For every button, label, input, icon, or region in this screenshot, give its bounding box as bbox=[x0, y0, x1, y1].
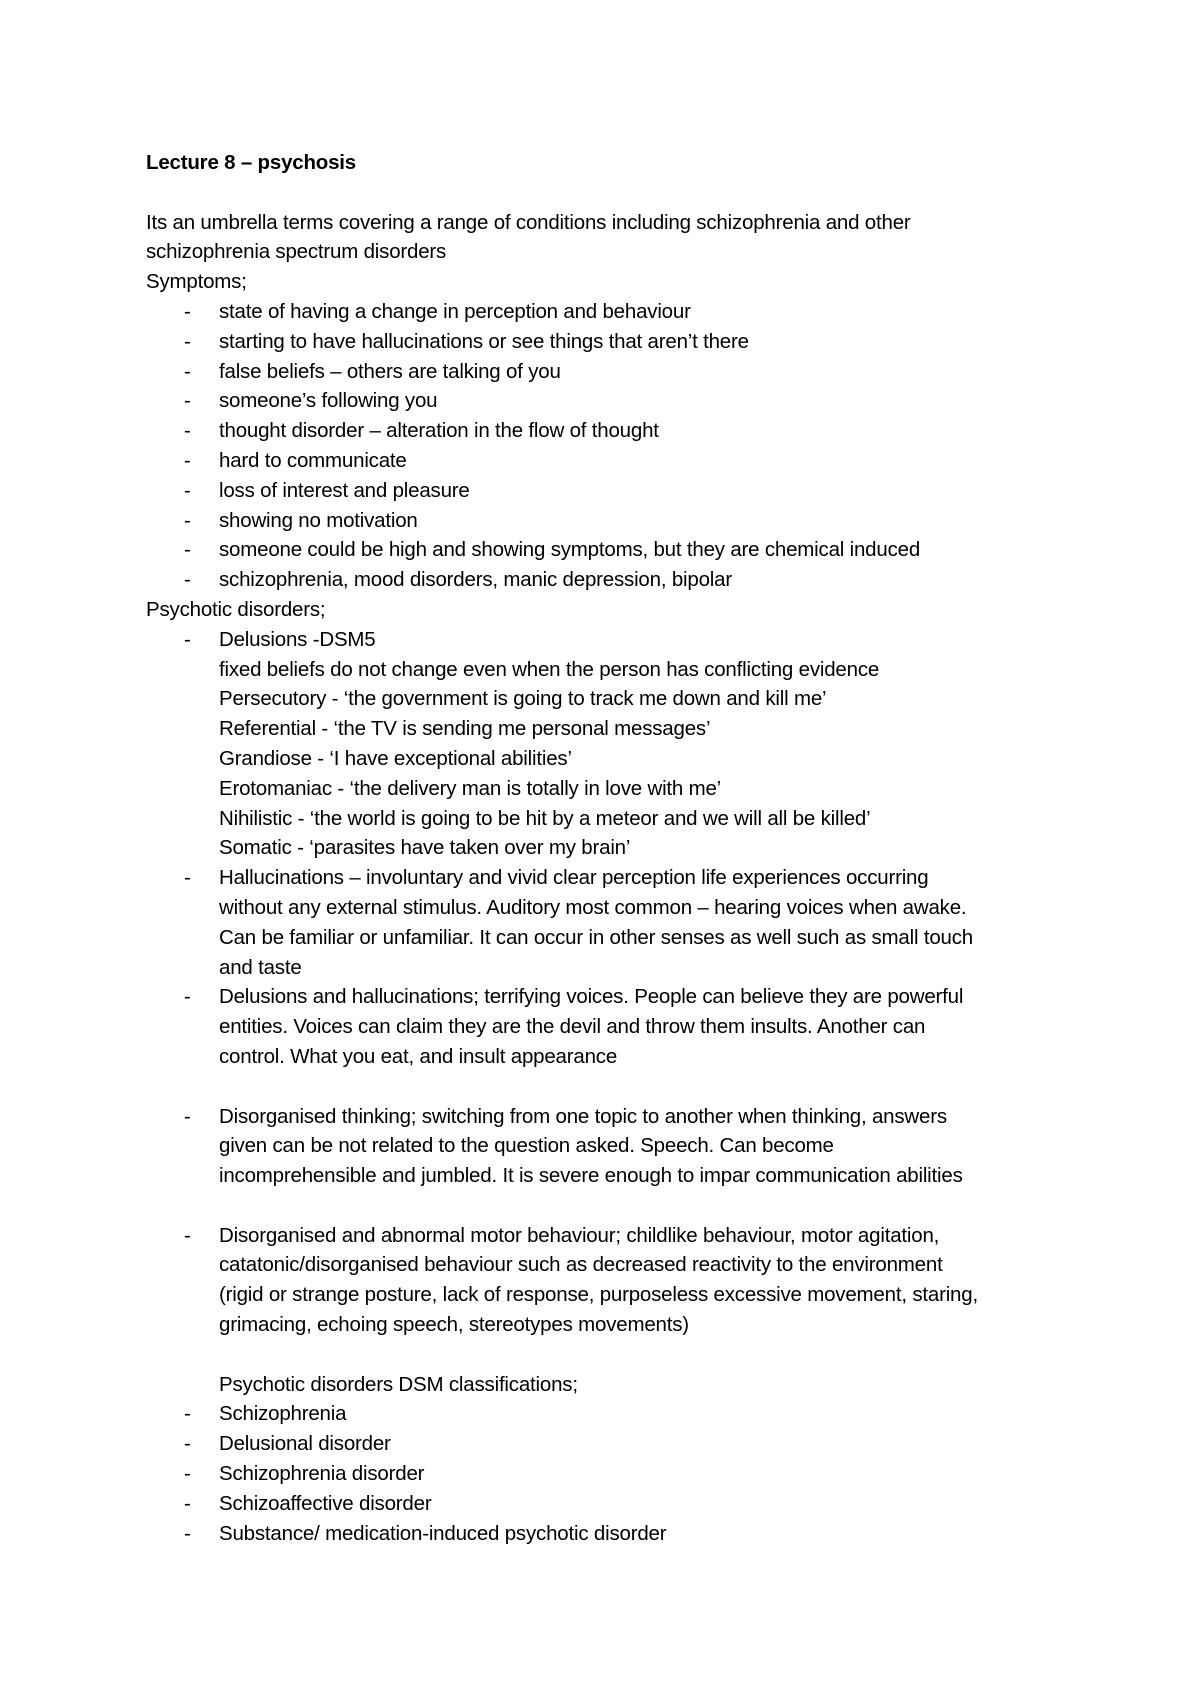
delusions-line: Referential - ‘the TV is sending me personal messages’ bbox=[219, 717, 711, 741]
page-title: Lecture 8 – psychosis bbox=[146, 151, 357, 174]
document-content bbox=[146, 148, 1106, 1548]
delusions-hallucinations-line: - Delusions and hallucinations; terrifying voices. People can believe they are powerful bbox=[219, 985, 964, 1009]
classification-item: - Delusional disorder bbox=[146, 1429, 1106, 1459]
delusions-label: - Delusions -DSM5 bbox=[219, 627, 376, 651]
hallucinations-line: Can be familiar or unfamiliar. It can occur in other senses as well such as small touch bbox=[219, 925, 973, 949]
delusions-line: Nihilistic - ‘the world is going to be hit by a meteor and we will all be killed’ bbox=[219, 806, 871, 830]
classification-item: - Substance/ medication-induced psychotic disorder bbox=[146, 1519, 1106, 1549]
disorganised-thinking-item bbox=[146, 1102, 1106, 1221]
symptom-item: - showing no motivation bbox=[146, 506, 1106, 536]
symptom-item: - thought disorder – alteration in the flow of thought bbox=[146, 416, 1106, 446]
delusions-item bbox=[146, 625, 1106, 863]
symptom-item: - hard to communicate bbox=[146, 446, 1106, 476]
symptom-item: - someone could be high and showing symptoms, but they are chemical induced bbox=[146, 535, 1106, 565]
classification-item: - Schizoaffective disorder bbox=[146, 1489, 1106, 1519]
delusions-hallucinations-line: entities. Voices can claim they are the devil and throw them insults. Another can bbox=[219, 1015, 926, 1039]
disorganised-motor-line: - Disorganised and abnormal motor behaviour; childlike behaviour, motor agitation, bbox=[219, 1223, 940, 1247]
psychotic-disorders-list bbox=[146, 625, 1106, 1340]
blank-line bbox=[219, 1191, 1106, 1221]
delusions-hallucinations-line: control. What you eat, and insult appearance bbox=[219, 1044, 618, 1068]
psychotic-disorders-heading: Psychotic disorders; bbox=[146, 597, 326, 621]
delusions-line: Somatic - ‘parasites have taken over my brain’ bbox=[219, 836, 631, 860]
classification-item: - Schizophrenia disorder bbox=[146, 1459, 1106, 1489]
disorganised-motor-line: grimacing, echoing speech, stereotypes movements) bbox=[219, 1313, 689, 1337]
classifications-heading: Psychotic disorders DSM classifications; bbox=[219, 1372, 578, 1396]
symptom-item: - loss of interest and pleasure bbox=[146, 476, 1106, 506]
symptom-item: - schizophrenia, mood disorders, manic depression, bipolar bbox=[146, 565, 1106, 595]
symptom-item: - false beliefs – others are talking of you bbox=[146, 357, 1106, 387]
delusions-line: Grandiose - ‘I have exceptional abilities’ bbox=[219, 746, 572, 770]
hallucinations-line: and taste bbox=[219, 955, 302, 979]
blank-line bbox=[146, 178, 1106, 208]
hallucinations-item bbox=[146, 863, 1106, 982]
symptoms-heading: Symptoms; bbox=[146, 270, 247, 294]
symptom-item: - starting to have hallucinations or see things that aren’t there bbox=[146, 327, 1106, 357]
disorganised-thinking-line: incomprehensible and jumbled. It is severe enough to impar communication abilities bbox=[219, 1164, 963, 1188]
intro-line: Its an umbrella terms covering a range of conditions including schizophrenia and other bbox=[146, 210, 911, 234]
disorganised-thinking-line: - Disorganised thinking; switching from one topic to another when thinking, answers bbox=[219, 1104, 947, 1128]
delusions-line: Persecutory - ‘the government is going to track me down and kill me’ bbox=[219, 687, 827, 711]
delusions-hallucinations-item bbox=[146, 982, 1106, 1101]
disorganised-motor-line: (rigid or strange posture, lack of response, purposeless excessive movement, staring, bbox=[219, 1283, 978, 1307]
hallucinations-line: - Hallucinations – involuntary and vivid clear perception life experiences occurring bbox=[219, 866, 929, 890]
disorganised-thinking-line: given can be not related to the question asked. Speech. Can become bbox=[219, 1134, 834, 1158]
symptom-item: - someone’s following you bbox=[146, 386, 1106, 416]
disorganised-motor-line: catatonic/disorganised behaviour such as decreased reactivity to the environment bbox=[219, 1253, 943, 1277]
intro-line: schizophrenia spectrum disorders bbox=[146, 240, 447, 264]
disorganised-motor-item bbox=[146, 1221, 1106, 1340]
hallucinations-line: without any external stimulus. Auditory most common – hearing voices when awake. bbox=[219, 895, 967, 919]
blank-line bbox=[219, 1072, 1106, 1102]
blank-line bbox=[146, 1340, 1106, 1370]
symptoms-list bbox=[146, 297, 1106, 595]
classifications-list bbox=[146, 1399, 1106, 1548]
delusions-line: fixed beliefs do not change even when the person has conflicting evidence bbox=[219, 657, 880, 681]
symptom-item: - state of having a change in perception and behaviour bbox=[146, 297, 1106, 327]
delusions-line: Erotomaniac - ‘the delivery man is totally in love with me’ bbox=[219, 776, 722, 800]
classification-item: - Schizophrenia bbox=[146, 1399, 1106, 1429]
